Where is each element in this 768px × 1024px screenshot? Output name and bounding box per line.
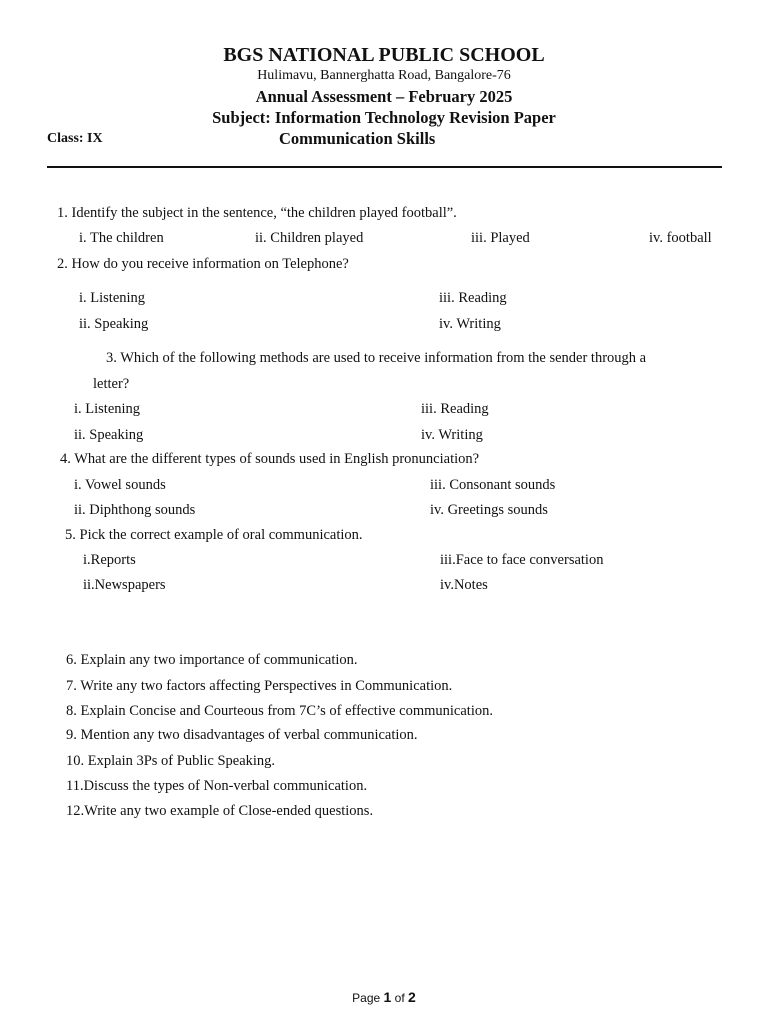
q1-option-iv: iv. football	[649, 230, 712, 246]
q4-option-iii: iii. Consonant sounds	[430, 477, 556, 493]
q4-option-iv: iv. Greetings sounds	[430, 502, 548, 518]
chapter-title: Communication Skills	[279, 129, 436, 148]
q2-option-ii: ii. Speaking	[79, 316, 149, 332]
question-3: 3. Which of the following methods are used to receive information from the sender through a	[106, 350, 647, 366]
q3-option-i: i. Listening	[74, 401, 141, 417]
question-7: 7. Write any two factors affecting Perspectives in Communication.	[66, 678, 453, 694]
question-10: 10. Explain 3Ps of Public Speaking.	[66, 753, 276, 769]
question-2: 2. How do you receive information on Telephone?	[57, 256, 349, 272]
question-12: 12.Write any two example of Close-ended questions.	[66, 803, 374, 819]
q1-option-i: i. The children	[79, 230, 164, 246]
page-number	[0, 989, 768, 1005]
q2-option-i: i. Listening	[79, 290, 146, 306]
q5-option-iv: iv.Notes	[440, 577, 488, 593]
q1-option-iii: iii. Played	[471, 230, 530, 246]
of-word: of	[394, 991, 405, 1005]
q3-option-iii: iii. Reading	[421, 401, 489, 417]
page-current: 1	[383, 989, 392, 1005]
q5-option-ii: ii.Newspapers	[83, 577, 166, 593]
q3-option-ii: ii. Speaking	[74, 427, 144, 443]
q3-option-iv: iv. Writing	[421, 427, 483, 443]
subject-title: Subject: Information Technology Revision Paper	[212, 108, 556, 127]
school-address: Hulimavu, Bannerghatta Road, Bangalore-76	[257, 68, 511, 83]
q2-option-iii: iii. Reading	[439, 290, 507, 306]
question-5: 5. Pick the correct example of oral communication.	[65, 527, 363, 543]
q4-option-i: i. Vowel sounds	[74, 477, 166, 493]
q5-option-i: i.Reports	[83, 552, 136, 568]
header-divider	[47, 166, 722, 168]
q4-option-ii: ii. Diphthong sounds	[74, 502, 196, 518]
question-9: 9. Mention any two disadvantages of verbal communication.	[66, 727, 418, 743]
q1-option-ii: ii. Children played	[255, 230, 364, 246]
question-11: 11.Discuss the types of Non-verbal communication.	[66, 778, 368, 794]
question-4: 4. What are the different types of sounds used in English pronunciation?	[60, 451, 480, 467]
q5-option-iii: iii.Face to face conversation	[440, 552, 604, 568]
page-word: Page	[352, 991, 381, 1005]
class-label: Class: IX	[47, 131, 103, 146]
school-name: BGS NATIONAL PUBLIC SCHOOL	[223, 44, 545, 66]
question-6: 6. Explain any two importance of communication.	[66, 652, 358, 668]
q2-option-iv: iv. Writing	[439, 316, 501, 332]
question-3-continued: letter?	[93, 376, 130, 392]
question-1: 1. Identify the subject in the sentence, “the children played football”.	[57, 205, 457, 221]
page-total: 2	[408, 989, 416, 1005]
question-8: 8. Explain Concise and Courteous from 7C’s of effective communication.	[66, 703, 493, 719]
exam-title: Annual Assessment – February 2025	[255, 87, 513, 106]
